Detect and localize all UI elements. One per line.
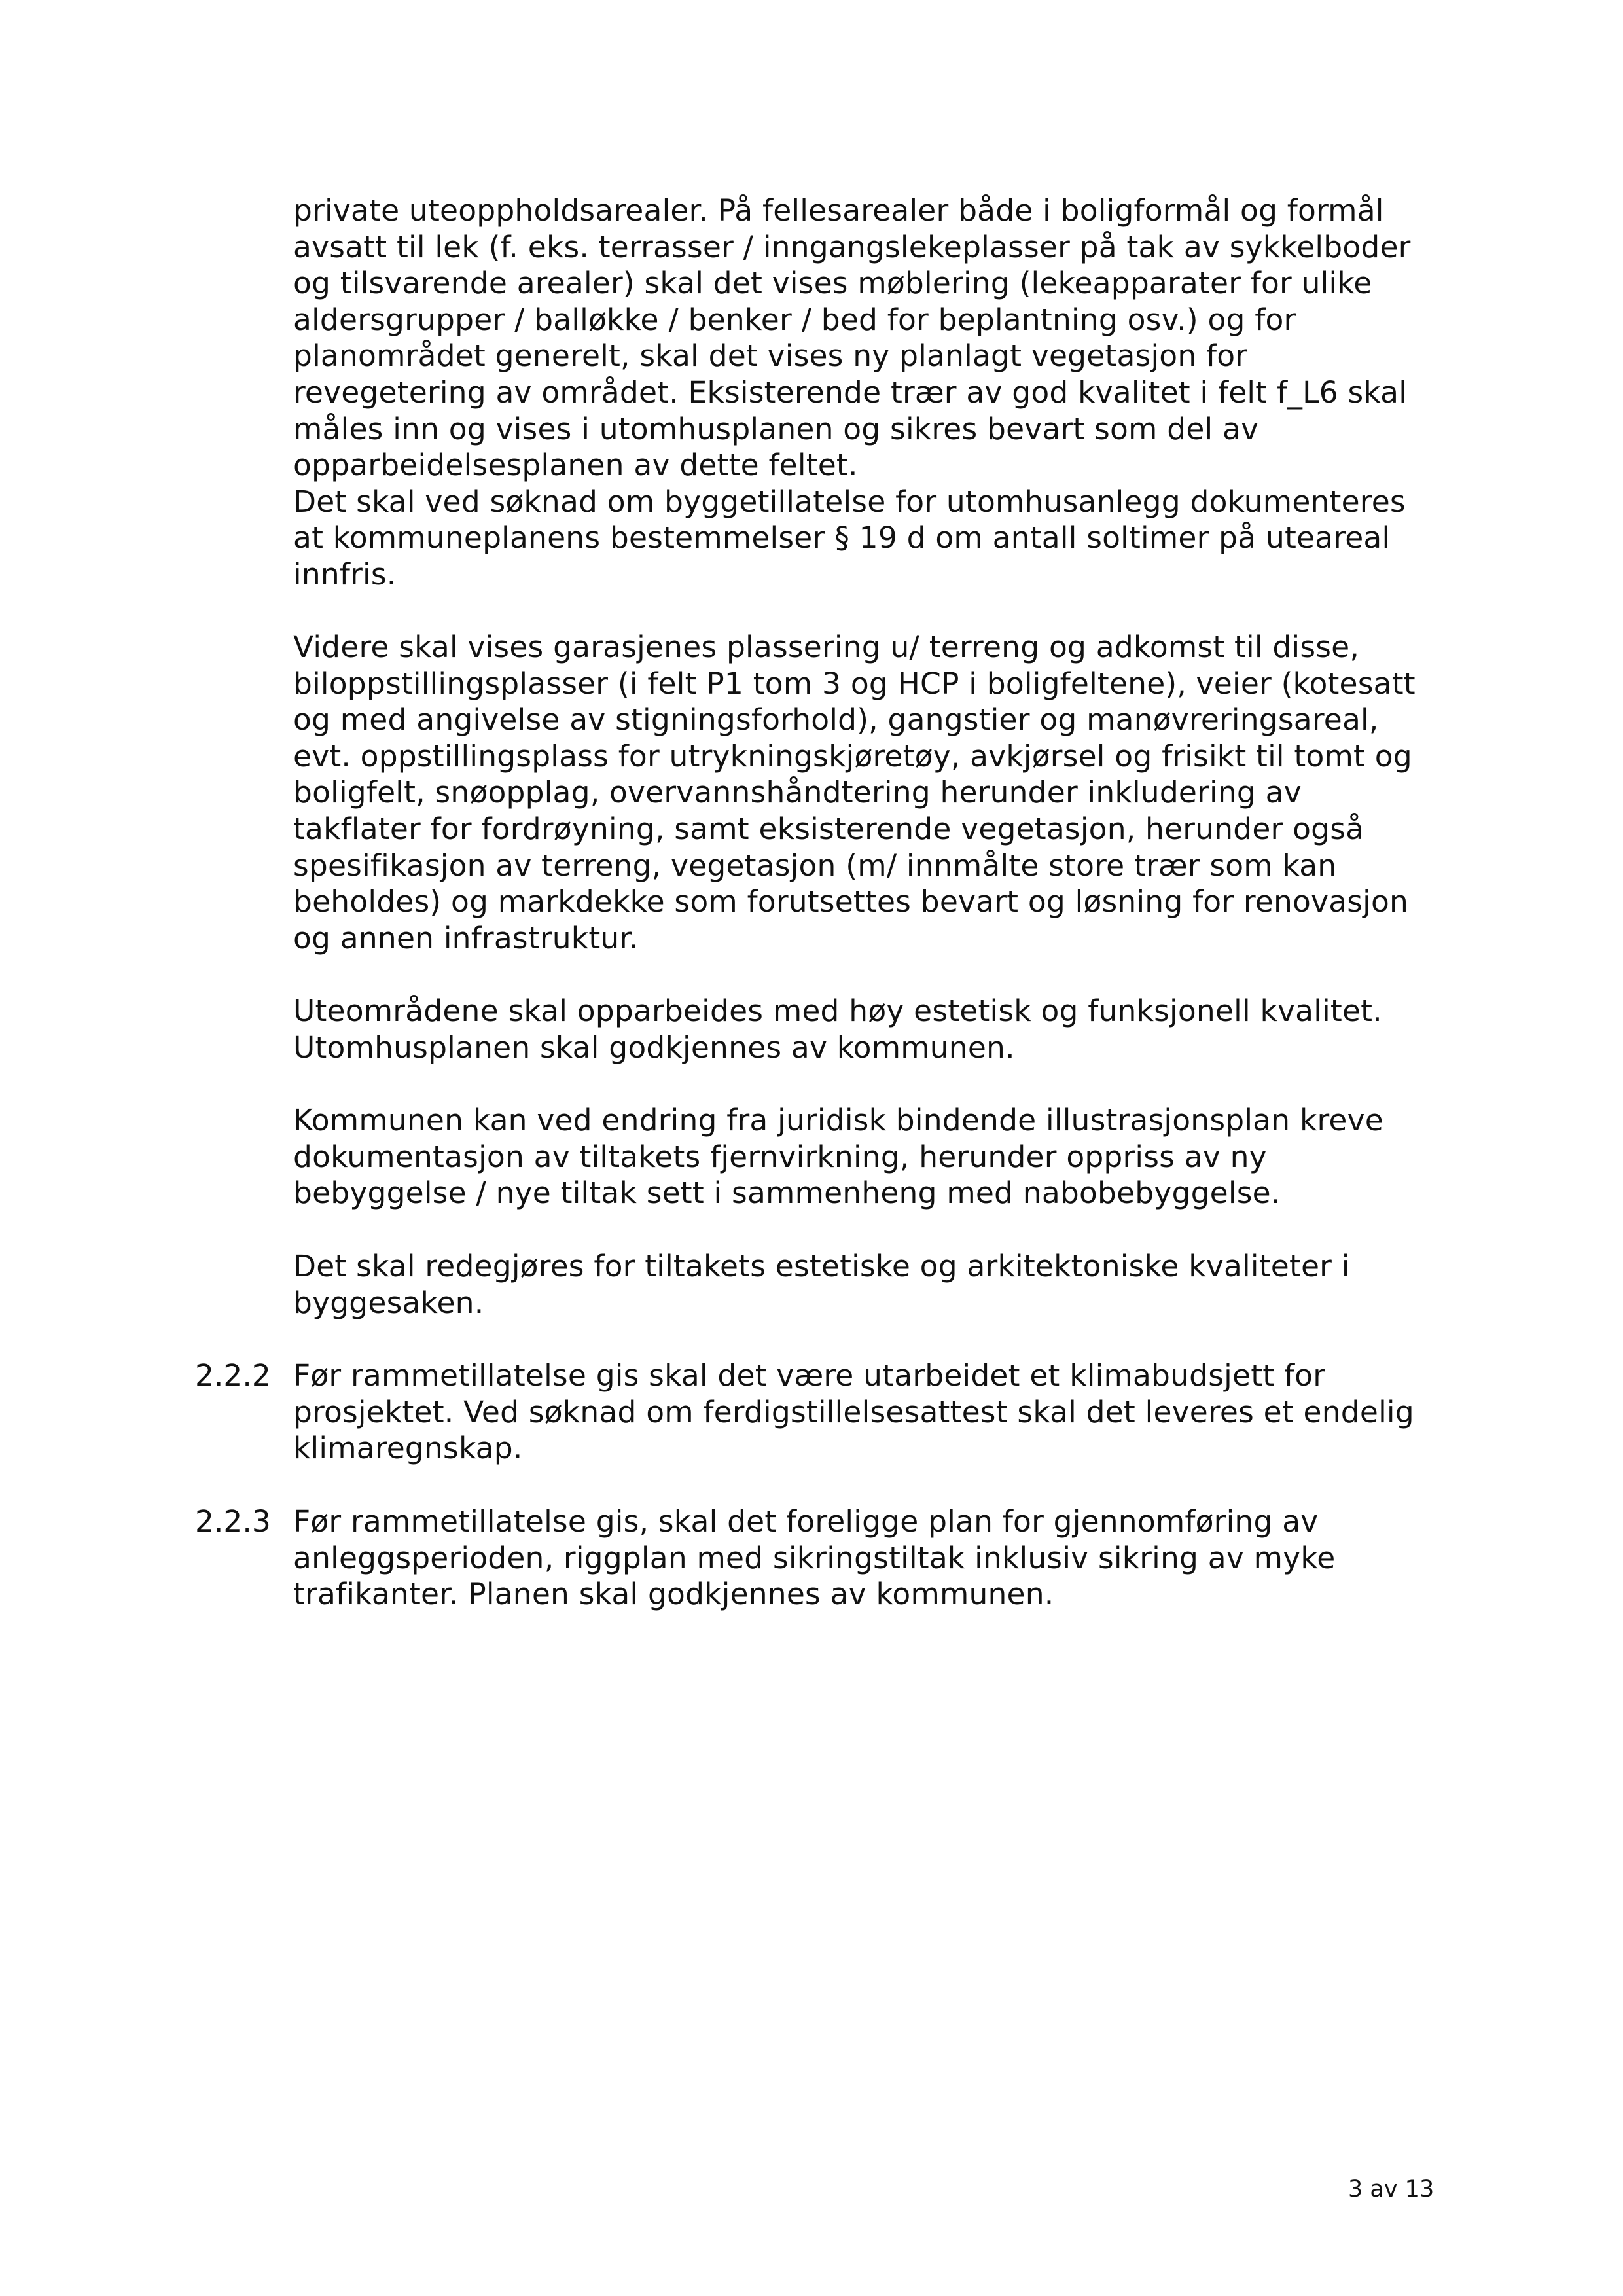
text-line: byggesaken. [293,1285,484,1320]
text-line: beholdes) og markdekke som forutsettes bevart og løsning for renovasjon [293,884,1409,920]
text-line: dokumentasjon av tiltakets fjernvirkning, herunder oppriss av ny [293,1139,1267,1174]
item-2-2-3-text [293,1503,1438,1613]
page-number: 3 av 13 [1348,2176,1435,2202]
item-number-2-2-3: 2.2.3 [195,1504,271,1539]
text-line: spesifikasjon av terreng, vegetasjon (m/ innmålte store trær som kan [293,848,1337,883]
text-line: takflater for fordrøyning, samt eksisterende vegetasjon, herunder også [293,811,1364,846]
text-line: prosjektet. Ved søknad om ferdigstillelsesattest skal det leveres et endelig [293,1394,1414,1429]
text-line: Det skal redegjøres for tiltakets estetiske og arkitektoniske kvaliteter i [293,1249,1350,1283]
text-line: biloppstillingsplasser (i felt P1 tom 3 og HCP i boligfeltene), veier (kotesatt [293,666,1416,701]
text-line: private uteoppholdsarealer. På fellesarealer både i boligformål og formål [293,193,1384,228]
paragraph-fjernvirkning [293,1102,1438,1211]
text-line: Før rammetillatelse gis, skal det foreligge plan for gjennomføring av [293,1504,1319,1539]
text-line: at kommuneplanens bestemmelser § 19 d om antall soltimer på uteareal [293,520,1391,556]
text-line: evt. oppstillingsplass for utrykningskjøretøy, avkjørsel og frisikt til tomt og [293,738,1412,774]
continuation-paragraph [293,192,1438,593]
text-line: og med angivelse av stigningsforhold), gangstier og manøvreringsareal, [293,702,1379,738]
text-line: boligfelt, snøopplag, overvannshåndtering herunder inkludering av [293,775,1302,810]
text-line: innfris. [293,556,397,592]
text-line: Utomhusplanen skal godkjennes av kommunen. [293,1030,1015,1065]
item-2-2-2-text [293,1357,1438,1467]
text-line: Kommunen kan ved endring fra juridisk bindende illustrasjonsplan kreve [293,1103,1383,1138]
paragraph-garasjer [293,629,1438,956]
text-line: revegetering av området. Eksisterende trær av god kvalitet i felt f_L6 skal [293,374,1408,410]
text-line: Uteområdene skal opparbeides med høy estetisk og funksjonell kvalitet. [293,994,1382,1028]
text-line: Videre skal vises garasjenes plassering u/ terreng og adkomst til disse, [293,630,1359,664]
text-line: trafikanter. Planen skal godkjennes av kommunen. [293,1577,1054,1612]
text-line: og tilsvarende arealer) skal det vises møblering (lekeapparater for ulike [293,266,1372,301]
text-line: avsatt til lek (f. eks. terrasser / inngangslekeplasser på tak av sykkelboder [293,229,1411,264]
text-line: Det skal ved søknad om byggetillatelse for utomhusanlegg dokumenteres [293,484,1406,519]
text-line: klimaregnskap. [293,1431,523,1466]
item-number-2-2-2: 2.2.2 [195,1358,271,1393]
paragraph-estetikk [293,1248,1438,1321]
text-line: Før rammetillatelse gis skal det være utarbeidet et klimabudsjett for [293,1358,1326,1393]
text-line: bebyggelse / nye tiltak sett i sammenheng med nabobebyggelse. [293,1175,1281,1211]
paragraph-uteomrader [293,993,1438,1066]
text-line: aldersgrupper / balløkke / benker / bed for beplantning osv.) og for [293,302,1296,337]
text-line: planområdet generelt, skal det vises ny planlagt vegetasjon for [293,338,1248,374]
text-line: måles inn og vises i utomhusplanen og sikres bevart som del av [293,411,1259,446]
text-line: og annen infrastruktur. [293,920,639,956]
text-line: opparbeidelsesplanen av dette feltet. [293,448,858,483]
text-line: anleggsperioden, riggplan med sikringstiltak inklusiv sikring av myke [293,1540,1336,1575]
